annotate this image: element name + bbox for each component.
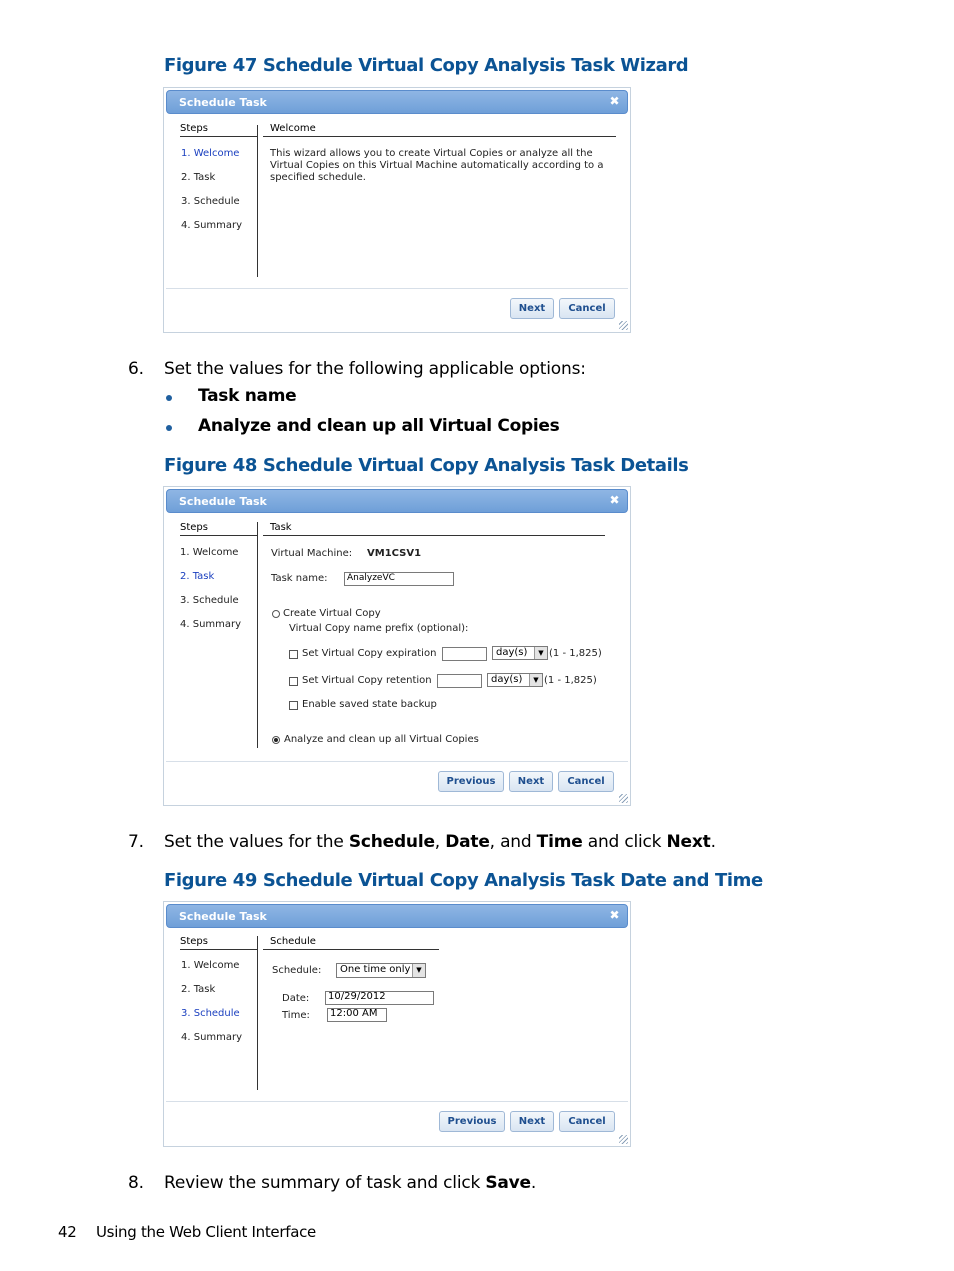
step-8-text [164,1173,536,1193]
step-7-part: , and [489,832,537,852]
next-button[interactable]: Next [509,771,553,792]
dialog-title: Schedule Task [179,910,267,923]
dialog-title-bar[interactable] [166,489,628,513]
step-7-next: Next [666,832,711,852]
date-label: Date: [282,993,310,1004]
cancel-button[interactable]: Cancel [559,1111,615,1132]
steps-header: Steps [180,123,208,134]
retention-label: Set Virtual Copy retention [302,675,432,686]
retention-checkbox[interactable] [289,677,298,686]
resize-grip-icon[interactable] [619,1135,628,1144]
expiration-label: Set Virtual Copy expiration [302,648,437,659]
analyze-label: Analyze and clean up all Virtual Copies [284,734,479,745]
vm-label: Virtual Machine: [271,548,353,559]
expiration-unit-value: day(s) [496,647,528,658]
panel-header: Task [270,522,292,533]
steps-divider [257,936,258,1090]
next-button[interactable]: Next [510,298,554,319]
step-summary[interactable]: 4. Summary [181,220,243,231]
resize-grip-icon[interactable] [619,321,628,330]
welcome-text-line-3: specified schedule. [270,172,366,183]
dialog-footer-divider [166,1101,628,1102]
dialog-title-bar[interactable] [166,904,628,928]
resize-grip-icon[interactable] [619,794,628,803]
create-vc-label: Create Virtual Copy [283,608,381,619]
retention-unit-value: day(s) [491,674,523,685]
step-8-part: . [530,1173,537,1193]
retention-range: (1 - 1,825) [544,675,597,686]
step-7-text [164,832,716,852]
chevron-down-icon[interactable]: ▼ [534,647,547,659]
footer-section-title: Using the Web Client Interface [96,1223,316,1241]
dialog-title-bar[interactable] [166,90,628,114]
step-summary[interactable]: 4. Summary [180,619,242,630]
dialog-footer-divider [166,761,628,762]
schedule-select[interactable] [336,963,426,978]
panel-header: Welcome [270,123,316,134]
close-icon[interactable]: ✖ [609,493,620,507]
cancel-button[interactable]: Cancel [558,771,614,792]
step-6-number: 6. [128,359,144,379]
retention-input[interactable] [437,674,482,688]
schedule-task-dialog-task [163,486,631,806]
step-7-part: Set the values for the [164,832,349,852]
step-summary[interactable]: 4. Summary [181,1032,243,1043]
step-8-save: Save [485,1173,531,1193]
previous-button[interactable]: Previous [438,771,504,792]
backup-label: Enable saved state backup [302,699,437,710]
figure-47-caption: Figure 47 Schedule Virtual Copy Analysis Task Wizard [164,55,689,76]
step-schedule[interactable]: 3. Schedule [181,196,240,207]
task-name-input[interactable]: AnalyzeVC [344,572,454,586]
schedule-task-dialog-welcome [163,87,631,333]
task-name-label: Task name: [271,573,328,584]
panel-underline [263,949,439,950]
welcome-text-line-1: This wizard allows you to create Virtual Copies or analyze all the [270,148,593,159]
figure-49-caption: Figure 49 Schedule Virtual Copy Analysis Task Date and Time [164,870,763,891]
chevron-down-icon[interactable]: ▼ [412,964,425,977]
step-welcome[interactable]: 1. Welcome [181,148,240,159]
welcome-text-line-2: Virtual Copies on this Virtual Machine automatically according to a [270,160,604,171]
panel-header: Schedule [270,936,316,947]
dialog-footer-divider [166,288,628,289]
panel-underline [263,136,616,137]
step-7-time: Time [536,832,583,852]
step-schedule[interactable]: 3. Schedule [180,595,239,606]
step-6-text: Set the values for the following applicable options: [164,359,586,379]
close-icon[interactable]: ✖ [609,908,620,922]
step-8-number: 8. [128,1173,144,1193]
time-label: Time: [282,1010,310,1021]
panel-underline [263,535,605,536]
expiration-checkbox[interactable] [289,650,298,659]
steps-underline [180,535,258,536]
step-task[interactable]: 2. Task [180,571,215,582]
backup-checkbox[interactable] [289,701,298,710]
step-7-number: 7. [128,832,144,852]
step-welcome[interactable]: 1. Welcome [181,960,240,971]
expiration-input[interactable] [442,647,487,661]
bullet-icon [166,395,172,401]
steps-divider [257,125,258,277]
step-task[interactable]: 2. Task [181,984,216,995]
step-7-part: , [434,832,446,852]
steps-divider [257,522,258,748]
step-7-schedule: Schedule [348,832,435,852]
steps-underline [180,949,258,950]
previous-button[interactable]: Previous [439,1111,505,1132]
step-7-date: Date [445,832,490,852]
figure-48-caption: Figure 48 Schedule Virtual Copy Analysis Task Details [164,455,689,476]
date-input[interactable]: 10/29/2012 [325,991,434,1005]
close-icon[interactable]: ✖ [609,94,620,108]
bullet-icon [166,425,172,431]
time-input[interactable]: 12:00 AM [327,1008,387,1022]
chevron-down-icon[interactable]: ▼ [529,674,542,686]
expiration-unit-select[interactable] [492,646,548,660]
schedule-task-dialog-schedule [163,901,631,1147]
step-7-part: and click [582,832,667,852]
expiration-range: (1 - 1,825) [549,648,602,659]
create-vc-radio[interactable] [272,610,280,618]
steps-underline [180,136,258,137]
prefix-label: Virtual Copy name prefix (optional): [289,623,469,634]
cancel-button[interactable]: Cancel [559,298,615,319]
retention-unit-select[interactable] [487,673,543,687]
analyze-radio[interactable] [272,736,280,744]
step-welcome[interactable]: 1. Welcome [180,547,239,558]
bullet-task-name: Task name [198,386,297,406]
dialog-title: Schedule Task [179,495,267,508]
step-schedule[interactable]: 3. Schedule [181,1008,240,1019]
step-task[interactable]: 2. Task [181,172,216,183]
vm-value: VM1CSV1 [367,548,422,559]
page-number: 42 [58,1223,77,1241]
steps-header: Steps [180,522,208,533]
next-button[interactable]: Next [510,1111,554,1132]
dialog-title: Schedule Task [179,96,267,109]
bullet-analyze: Analyze and clean up all Virtual Copies [198,416,560,436]
schedule-value: One time only [340,964,411,975]
steps-header: Steps [180,936,208,947]
schedule-label: Schedule: [272,965,322,976]
step-8-part: Review the summary of task and click [164,1173,486,1193]
step-7-part: . [710,832,716,852]
